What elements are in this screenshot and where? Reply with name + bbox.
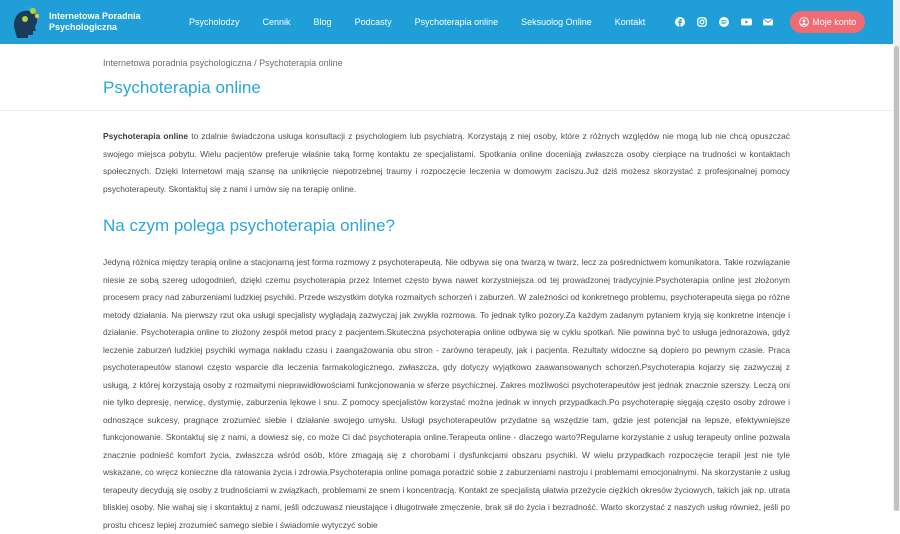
nav-psycholodzy[interactable]: Psycholodzy [189, 17, 240, 27]
nav-kontakt[interactable]: Kontakt [614, 17, 646, 27]
page-title: Psychoterapia online [103, 78, 261, 97]
my-account-label: Moje konto [812, 17, 857, 27]
body-paragraph: Jedyną różnica między terapią online a stacjonarną jest forma rozmowy z psychoterapeutą. Nie odbywa się ona twarzą w twarz, lecz za pośrednictwem komunikatora. Takie rozwiązanie niesie ze sobą szereg udogodnień, dzięki czemu psychoterapia przez Internet często bywa nawet korzystniejsza od tej prowadzonej tradycyjnie.Psychoterapia online jest złożonym procesem pracy nad zaburzeniami ludzkiej psychiki. Przede wszystkim dotyka rozmaitych schorzeń i zaburzeń. W zależności od konkretnego problemu, psychoterapeuta sięga po różne metody działania. Na pierwszy rzut oka usługi specjalisty wyglądają zazwyczaj jak zwykła rozmowa. To jednak tylko pozory.Za każdym zadanym pytaniem kryją się konkretne intencje i działanie. Psychoterapia online to złożony zespół metod pracy z pacjentem.Skuteczna psychoterapia online odbywa się w cyklu spotkań. Nie powinna być to usługa jednorazowa, gdyż leczenie zaburzeń ludzkiej psychiki wymaga nakładu czasu i zaangażowania obu stron - zarówno terapeuty, jak i pacjenta. Rezultaty widoczne są dopiero po pewnym czasie. Praca psychoterapeutów stanowi często wsparcie dla leczenia farmakologicznego, zwłaszcza, gdy dotyczy wyjątkowo zaawansowanych schorzeń.Psychoterapia kojarzy się zazwyczaj z usługą, z której korzystają osoby z rozmaitymi nieprawidłowościami funkcjonowania w sferze psychicznej. Zakres możliwości psychoterapeutów jest jednak znacznie szerszy. Leczą oni nie tylko depresję, nerwicę, dystymię, zaburzenia lękowe i snu. Z pomocy specjalistów korzystać można jednak w innych przypadkach.Po psychoterapię sięgają często osoby zdrowe i odnoszące sukcesy, pragnące zrozumieć siebie i działanie swojego umysłu. Usługi psychoterapeutów przydatne są wszędzie tam, gdzie jest potencjał na lepsze, efektywniejsze funkcjonowanie. Skontaktuj się z nami, a dowiesz się, co może Ci dać psychoterapia online.Terapeuta online - dlaczego warto?Regularne korzystanie z usług terapeuty online pozwala znacznie podnieść komfort życia, zwłaszcza wśród osób, które zmagają się z chorobami i dysfunkcjami obszaru psychiki. W wielu przypadkach rozpoczęcie terapii jest nie tyle wskazane, co wręcz konieczne dla ratowania życia i zdrowia.Psychoterapia online pomaga poradzić sobie z zaburzeniami nastroju i problemami emocjonalnymi. Na skorzystanie z usług terapeuty decydują się osoby z trudnościami w związkach, problemami ze snem i koncentracją. Kontakt ze specjalistą ułatwia przeżycie ciężkich okresów życiowych, takich jak np. utrata bliskiej osoby. Nie wahaj się i skontaktuj z nami, jeśli odczuwasz nieustające i długotrwałe zmęczenie, brak sił do życia i bezradność. Warto skorzystać z naszych usług również, jeśli po prostu chcesz lepiej zrozumieć samego siebie i świadomie wytyczyć sobie [103, 257, 790, 530]
article-content [103, 128, 790, 534]
nav-seksuolog-online[interactable]: Seksuolog Online [521, 17, 592, 27]
header-divider [0, 110, 893, 111]
instagram-icon[interactable] [697, 17, 707, 27]
logo-line-1: Internetowa Poradnia [49, 11, 141, 21]
facebook-icon[interactable] [675, 17, 685, 27]
nav-blog[interactable]: Blog [313, 17, 332, 27]
logo-line-2: Psychologiczna [49, 22, 118, 32]
nav-psychoterapia-online[interactable]: Psychoterapia online [414, 17, 499, 27]
intro-bold: Psychoterapia online [103, 131, 189, 141]
top-navigation-bar [0, 0, 893, 44]
site-logo[interactable] [8, 5, 178, 39]
spotify-icon[interactable] [719, 17, 729, 27]
scrollbar-thumb[interactable] [894, 46, 899, 511]
breadcrumb[interactable]: Internetowa poradnia psychologiczna / Psychoterapia online [103, 58, 343, 68]
section-heading: Na czym polega psychoterapia online? [103, 216, 396, 235]
nav-podcasty[interactable]: Podcasty [354, 17, 392, 27]
my-account-button[interactable] [790, 11, 865, 33]
page-scrollbar[interactable] [893, 0, 900, 511]
nav-cennik[interactable]: Cennik [262, 17, 291, 27]
main-menu [189, 17, 668, 27]
head-logo-icon [8, 5, 42, 39]
social-links [675, 17, 785, 27]
mail-icon[interactable] [763, 17, 773, 27]
user-circle-icon [799, 17, 809, 27]
youtube-icon[interactable] [741, 17, 751, 27]
intro-paragraph [103, 128, 790, 198]
intro-text: to zdalnie świadczona usługa konsultacji z psychologiem lub psychiatrą. Korzystają z niej osoby, które z różnych względów nie mogą lub nie chcą opuszczać swojego miejsca pobytu. Wielu pacjentów preferuje właśnie taką formę kontaktu ze specjalistami. Spotkania online doceniają zwłaszcza osoby cierpiące na trudności w kontaktach społecznych. Dzięki Internetowi mają szansę na uniknięcie niepotrzebnej traumy i rozpoczęcie leczenia w domowym zaciszu.Już dziś możesz skorzystać z profesjonalnej pomocy psychoterapeuty. Skontaktuj się z nami i umów się na terapię online. [103, 131, 790, 194]
